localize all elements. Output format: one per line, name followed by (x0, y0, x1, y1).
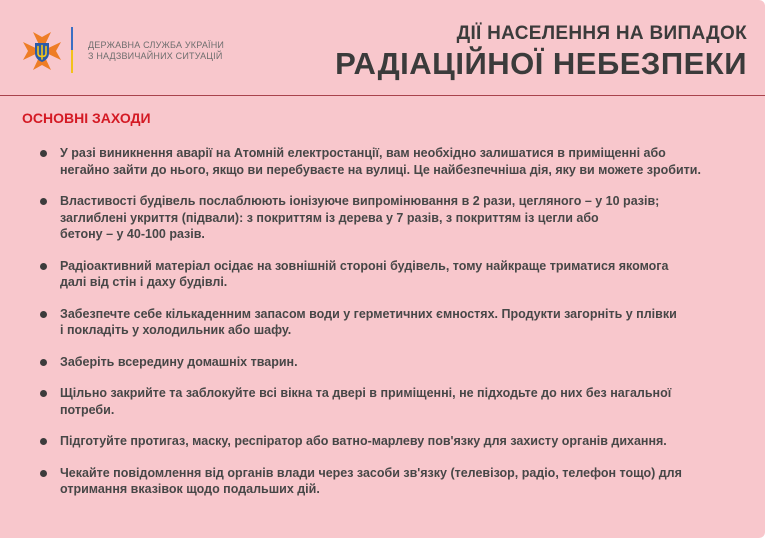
flag-divider (71, 27, 73, 73)
bullet-dot-icon (40, 198, 47, 205)
measure-text-line: потреби. (60, 402, 115, 417)
measure-text-line: Чекайте повідомлення від органів влади через засоби зв'язку (телевізор, радіо, телефон тощо) для (60, 465, 682, 480)
bullet-dot-icon (40, 311, 47, 318)
measure-text-line: і покладіть у холодильник або шафу. (60, 323, 292, 337)
measure-item (0, 306, 765, 339)
organization-name-line-1: ДЕРЖАВНА СЛУЖБА УКРАЇНИ (88, 40, 225, 50)
measure-text-line: заглиблені укриття (підвали): з покриттям із дерева у 7 разів, з покриттям із цегли або (60, 210, 599, 225)
poster-title-line-2: РАДІАЦІЙНОЇ НЕБЕЗПЕКИ (335, 46, 747, 81)
measures-list (0, 145, 765, 513)
measure-text-line: бетону – у 40-100 разів. (60, 227, 205, 241)
bullet-dot-icon (40, 390, 47, 397)
header-divider (0, 95, 765, 96)
state-emergency-service-emblem-icon (21, 29, 63, 73)
bullet-dot-icon (40, 150, 47, 157)
measure-item (0, 145, 765, 178)
poster-title-line-1: ДІЇ НАСЕЛЕННЯ НА ВИПАДОК (456, 23, 747, 44)
measure-text-line: Радіоактивний матеріал осідає на зовнішній стороні будівель, тому найкраще триматися якомога (60, 258, 669, 273)
measure-text-line: У разі виникнення аварії на Атомній електростанції, вам необхідно залишатися в приміщенні або (60, 146, 666, 160)
measure-item (0, 465, 765, 498)
bullet-dot-icon (40, 359, 47, 366)
measure-item (0, 354, 765, 371)
measure-text-line: Заберіть всередину домашніх тварин. (60, 354, 298, 369)
measure-item (0, 385, 765, 418)
bullet-dot-icon (40, 263, 47, 270)
organization-name-line-2: З НАДЗВИЧАЙНИХ СИТУАЦІЙ (88, 51, 223, 61)
measure-item (0, 193, 765, 243)
measure-item (0, 258, 765, 291)
measure-text-line: Підготуйте протигаз, маску, респіратор або ватно-марлеву пов'язку для захисту органів дихання. (60, 434, 667, 448)
bullet-dot-icon (40, 438, 47, 445)
bullet-dot-icon (40, 470, 47, 477)
measure-text-line: Забезпечте себе кількаденним запасом води у герметичних ємностях. Продукти загорніть у плівки (60, 306, 677, 321)
measure-text-line: Щільно закрийте та заблокуйте всі вікна та двері в приміщенні, не підходьте до них без нагальної (60, 386, 672, 400)
organization-name (88, 40, 224, 62)
section-heading: ОСНОВНІ ЗАХОДИ (22, 110, 151, 126)
measure-item (0, 433, 765, 450)
measure-text-line: отримання вказівок щодо подальших дій. (60, 482, 320, 496)
measure-text-line: далі від стін і даху будівлі. (60, 275, 228, 289)
measure-text-line: негайно зайти до нього, якщо ви перебуваєте на вулиці. Це найбезпечніша дія, яку ви можете зробити. (60, 162, 701, 177)
measure-text-line: Властивості будівель послаблюють іонізуюче випромінювання в 2 рази, цегляного – у 10 разів; (60, 194, 660, 208)
